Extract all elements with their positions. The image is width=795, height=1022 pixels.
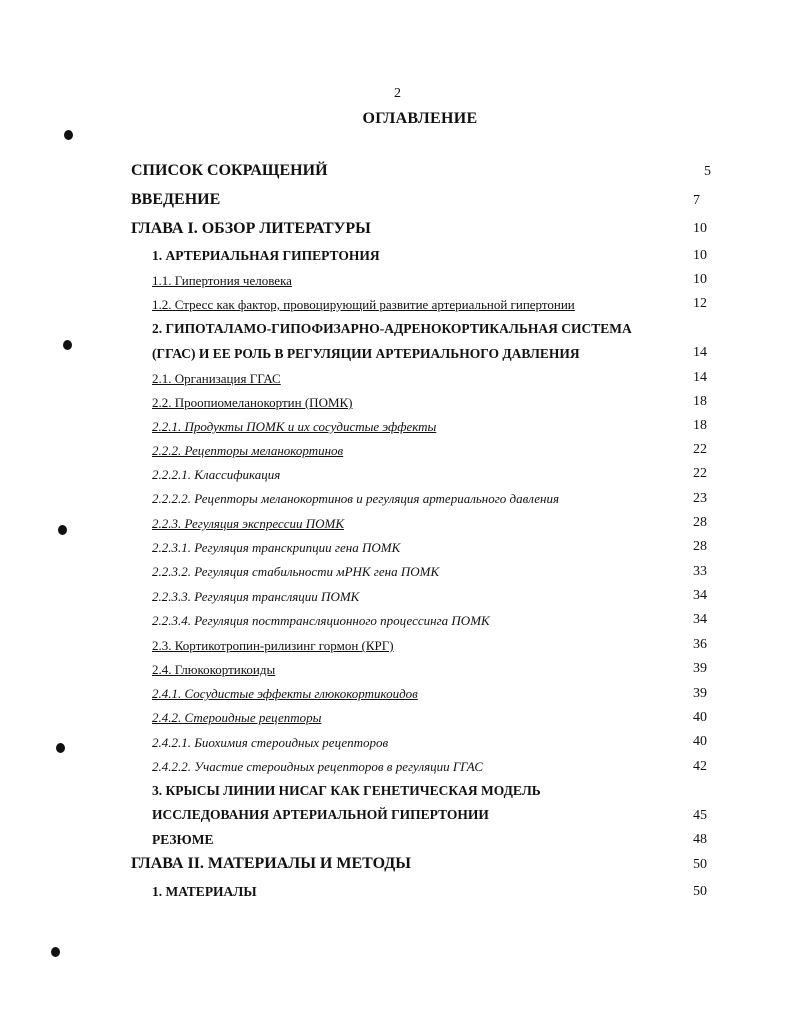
- toc-entry-page: 18: [693, 418, 707, 433]
- toc-entry-page: 18: [693, 394, 707, 409]
- toc-entry-text: 2.2.2.1. Классификация: [152, 467, 281, 482]
- toc-entry-page: 40: [693, 734, 707, 749]
- toc-entry-text: 2.2.3.4. Регуляция посттрансляционного процессинга ПОМК: [152, 613, 490, 628]
- toc-entry-page: 10: [693, 248, 707, 263]
- toc-entry-text: 1.2. Стресс как фактор, провоцирующий развитие артериальной гипертонии: [152, 297, 575, 312]
- toc-entry-page: 5: [704, 164, 711, 179]
- toc-entry-text: ГЛАВА II. МАТЕРИАЛЫ И МЕТОДЫ: [131, 855, 411, 872]
- toc-entry-text: (ГГАС) И ЕЕ РОЛЬ В РЕГУЛЯЦИИ АРТЕРИАЛЬНОГО ДАВЛЕНИЯ: [152, 346, 580, 361]
- toc-entry-text: 2. ГИПОТАЛАМО-ГИПОФИЗАРНО-АДРЕНОКОРТИКАЛЬНАЯ СИСТЕМА: [152, 321, 632, 336]
- toc-entry-page: 36: [693, 637, 707, 652]
- toc-entry-text: РЕЗЮМЕ: [152, 832, 214, 847]
- toc-entry-page: 12: [693, 296, 707, 311]
- toc-entry-page: 23: [693, 491, 707, 506]
- toc-entry-page: 7: [693, 193, 700, 208]
- toc-entry-text: СПИСОК СОКРАЩЕНИЙ: [131, 162, 328, 179]
- toc-entry-text: 2.1. Организация ГГАС: [152, 371, 281, 386]
- toc-entry-text: ВВЕДЕНИЕ: [131, 191, 221, 208]
- toc-entry-page: 10: [693, 221, 707, 236]
- toc-entry-page: 22: [693, 442, 707, 457]
- margin-dot: [56, 743, 65, 753]
- toc-entry-text: ГЛАВА I. ОБЗОР ЛИТЕРАТУРЫ: [131, 220, 371, 237]
- toc-entry-page: 34: [693, 612, 707, 627]
- toc-entry-text: 2.4.2.1. Биохимия стероидных рецепторов: [152, 735, 389, 750]
- toc-entry-text: 1. МАТЕРИАЛЫ: [152, 884, 257, 899]
- toc-entry-text: 2.2.2.2. Рецепторы меланокортинов и регуляция артериального давления: [152, 491, 560, 506]
- toc-entry-page: 22: [693, 466, 707, 481]
- toc-entry-text: 2.2.3. Регуляция экспрессии ПОМК: [152, 516, 344, 531]
- toc-entry-text: 2.2. Проопиомеланокортин (ПОМК): [152, 395, 353, 410]
- page-number: 2: [394, 86, 401, 101]
- toc-title: ОГЛАВЛЕНИЕ: [362, 110, 478, 127]
- toc-entry-page: 40: [693, 710, 707, 725]
- toc-entry-page: 33: [693, 564, 707, 579]
- toc-entry-text: 2.4.2.2. Участие стероидных рецепторов в регуляции ГГАС: [152, 759, 484, 774]
- toc-entry-page: 48: [693, 832, 707, 847]
- toc-entry-text: 2.2.3.1. Регуляция транскрипции гена ПОМК: [152, 540, 401, 555]
- toc-entry-page: 34: [693, 588, 707, 603]
- toc-entry-page: 39: [693, 661, 707, 676]
- toc-entry-text: 2.2.1. Продукты ПОМК и их сосудистые эффекты: [152, 419, 437, 434]
- toc-entry-page: 10: [693, 272, 707, 287]
- toc-entry-text: 1. АРТЕРИАЛЬНАЯ ГИПЕРТОНИЯ: [152, 248, 380, 263]
- toc-entry-page: 28: [693, 515, 707, 530]
- toc-entry-text: 3. КРЫСЫ ЛИНИИ НИСАГ КАК ГЕНЕТИЧЕСКАЯ МОДЕЛЬ: [152, 783, 541, 798]
- toc-entry-page: 14: [693, 370, 707, 385]
- toc-entry-text: 2.2.3.3. Регуляция трансляции ПОМК: [152, 589, 360, 604]
- toc-entry-page: 39: [693, 686, 707, 701]
- toc-entry-page: 14: [693, 345, 707, 360]
- toc-entry-page: 45: [693, 808, 707, 823]
- toc-entry-page: 50: [693, 884, 707, 899]
- toc-entry-text: 2.2.2. Рецепторы меланокортинов: [152, 443, 344, 458]
- margin-dot: [51, 947, 60, 957]
- margin-dot: [64, 130, 73, 140]
- toc-entry-text: ИССЛЕДОВАНИЯ АРТЕРИАЛЬНОЙ ГИПЕРТОНИИ: [152, 807, 489, 822]
- toc-entry-text: 2.3. Кортикотропин-рилизинг гормон (КРГ): [152, 638, 394, 653]
- toc-entry-text: 2.4.1. Сосудистые эффекты глюкокортикоидов: [152, 686, 418, 701]
- margin-dot: [63, 340, 72, 350]
- toc-entry-page: 50: [693, 857, 707, 872]
- toc-entry-page: 42: [693, 759, 707, 774]
- toc-entry-page: 28: [693, 539, 707, 554]
- margin-dot: [58, 525, 67, 535]
- toc-entry-text: 2.4. Глюкокортикоиды: [152, 662, 276, 677]
- toc-entry-text: 1.1. Гипертония человека: [152, 273, 292, 288]
- toc-entry-text: 2.2.3.2. Регуляция стабильности мРНК гена ПОМК: [152, 564, 440, 579]
- toc-entry-text: 2.4.2. Стероидные рецепторы: [152, 710, 322, 725]
